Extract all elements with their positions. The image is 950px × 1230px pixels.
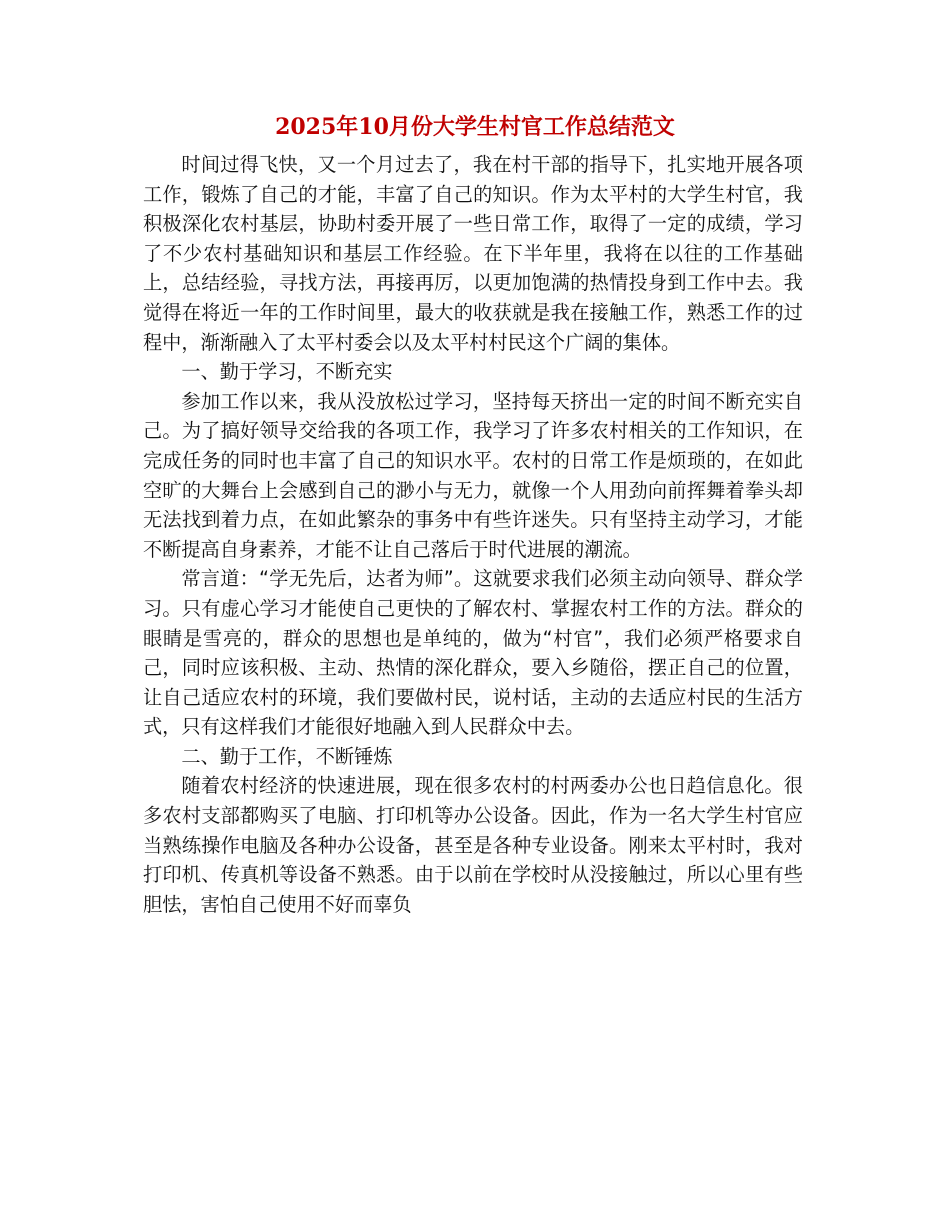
document-body [143,150,803,919]
section-heading-work: 二、勤于工作，不断锤炼 [181,744,393,768]
paragraph-office-equipment: 随着农村经济的快速进展，现在很多农村的村两委办公也日趋信息化。很多农村支部都购买了电脑、打印机等办公设备。因此，作为一名大学生村官应当熟练操作电脑及各种办公设备，甚至是各种专业设备。刚来太平村时，我对打印机、传真机等设备不熟悉。由于以前在学校时从没接触过，所以心里有些胆怯，害怕自己使用不好而辜负 [143,774,803,916]
paragraph-learn-from-masses: 常言道：“学无先后，达者为师”。这就要求我们必须主动向领导、群众学习。只有虚心学习才能使自己更快的了解农村、掌握农村工作的方法。群众的眼睛是雪亮的，群众的思想也是单纯的，做为“村官”，我们必须严格要求自己，同时应该积极、主动、热情的深化群众，要入乡随俗，摆正自己的位置，让自己适应农村的环境，我们要做村民，说村话，主动的去适应村民的生活方式，只有这样我们才能很好地融入到人民群众中去。 [143,567,803,739]
paragraph-intro: 时间过得飞快，又一个月过去了，我在村干部的指导下，扎实地开展各项工作，锻炼了自己的才能，丰富了自己的知识。作为太平村的大学生村官，我积极深化农村基层，协助村委开展了一些日常工作，取得了一定的成绩，学习了不少农村基础知识和基层工作经验。在下半年里，我将在以往的工作基础上，总结经验，寻找方法，再接再厉，以更加饱满的热情投身到工作中去。我觉得在将近一年的工作时间里，最大的收获就是我在接触工作，熟悉工作的过程中，渐渐融入了太平村委会以及太平村村民这个广阔的集体。 [143,153,803,354]
paragraph-study: 参加工作以来，我从没放松过学习，坚持每天挤出一定的时间不断充实自己。为了搞好领导交给我的各项工作，我学习了许多农村相关的工作知识，在完成任务的同时也丰富了自己的知识水平。农村的日常工作是烦琐的，在如此空旷的大舞台上会感到自己的渺小与无力，就像一个人用劲向前挥舞着拳头却无法找到着力点，在如此繁杂的事务中有些许迷失。只有坚持主动学习，才能不断提高自身素养，才能不让自己落后于时代进展的潮流。 [143,389,803,561]
section-heading-study: 一、勤于学习，不断充实 [181,360,393,384]
document-title: 2025年10月份大学生村官工作总结范文 [275,114,675,140]
